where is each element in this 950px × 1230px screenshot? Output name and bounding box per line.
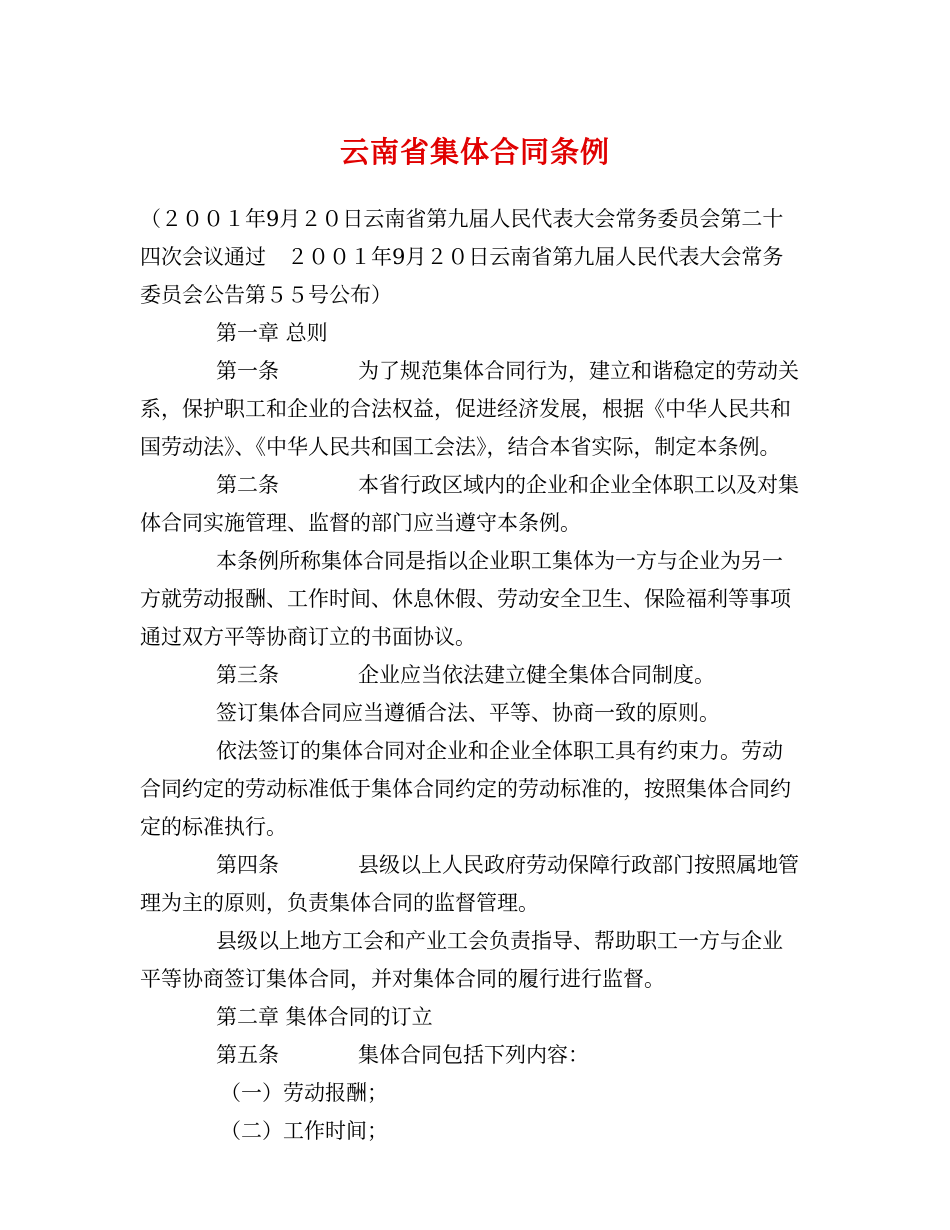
list-item: （一）劳动报酬； <box>220 1081 388 1105</box>
article-text: 平等协商签订集体合同，并对集体合同的履行进行监督。 <box>140 967 665 991</box>
article-text: 体合同实施管理、监督的部门应当遵守本条例。 <box>140 511 581 535</box>
article-label: 第四条 <box>216 853 279 877</box>
chapter-heading: 第一章 总则 <box>216 321 328 345</box>
article-text: 为了规范集体合同行为，建立和谐稳定的劳动关 <box>358 359 799 383</box>
preamble-line: 四次会议通过 ２００１年9月２０日云南省第九届人民代表大会常务 <box>140 245 784 269</box>
article-text: 理为主的原则，负责集体合同的监督管理。 <box>140 891 539 915</box>
document-body <box>140 200 812 1150</box>
article-1 <box>140 352 812 390</box>
article-text: 依法签订的集体合同对企业和企业全体职工具有约束力。劳动 <box>216 739 783 763</box>
article-label: 第五条 <box>216 1043 279 1067</box>
document-title: 云南省集体合同条例 <box>339 135 610 169</box>
chapter-heading: 第二章 集体合同的订立 <box>216 1005 433 1029</box>
article-text: 通过双方平等协商订立的书面协议。 <box>140 625 476 649</box>
article-text: 县级以上地方工会和产业工会负责指导、帮助职工一方与企业 <box>216 929 783 953</box>
article-label: 第二条 <box>216 473 279 497</box>
preamble-line: 委员会公告第５５号公布） <box>140 283 392 307</box>
article-text: 合同约定的劳动标准低于集体合同约定的劳动标准的，按照集体合同约 <box>140 777 791 801</box>
article-text: 签订集体合同应当遵循合法、平等、协商一致的原则。 <box>216 701 720 725</box>
article-2 <box>140 466 812 504</box>
preamble-line: （２００１年9月２０日云南省第九届人民代表大会常务委员会第二十 <box>140 207 784 231</box>
article-4 <box>140 846 812 884</box>
article-text: 企业应当依法建立健全集体合同制度。 <box>358 663 715 687</box>
article-text: 方就劳动报酬、工作时间、休息休假、劳动安全卫生、保险福利等事项 <box>140 587 791 611</box>
article-label: 第三条 <box>216 663 279 687</box>
article-text: 县级以上人民政府劳动保障行政部门按照属地管 <box>358 853 799 877</box>
article-text: 国劳动法》、《中华人民共和国工会法》，结合本省实际，制定本条例。 <box>140 435 781 459</box>
article-5 <box>140 1036 812 1074</box>
article-label: 第一条 <box>216 359 279 383</box>
article-text: 本条例所称集体合同是指以企业职工集体为一方与企业为另一 <box>216 549 783 573</box>
article-text: 定的标准执行。 <box>140 815 287 839</box>
article-3 <box>140 656 812 694</box>
article-text: 集体合同包括下列内容： <box>358 1043 589 1067</box>
article-text: 本省行政区域内的企业和企业全体职工以及对集 <box>358 473 799 497</box>
article-text: 系，保护职工和企业的合法权益，促进经济发展，根据《中华人民共和 <box>140 397 791 421</box>
list-item: （二）工作时间； <box>220 1119 388 1143</box>
